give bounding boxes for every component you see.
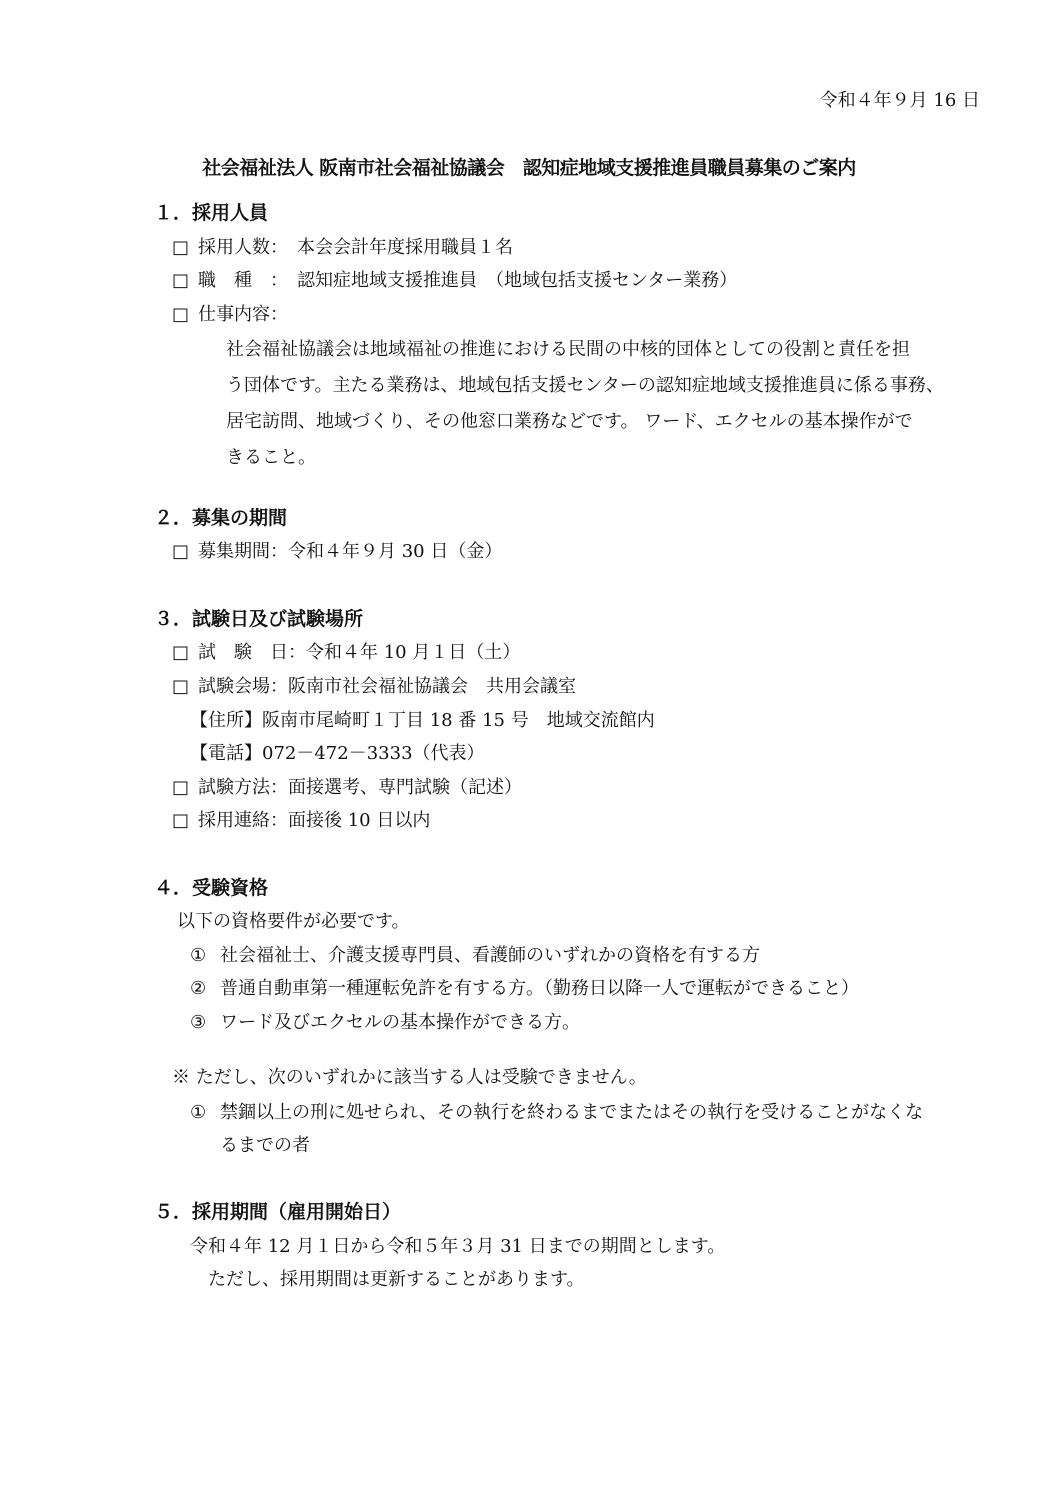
requirement-number: ② xyxy=(190,978,207,999)
s1-item-job-type-text: 職 種 ： 認知症地域支援推進員 （地域包括支援センター業務） xyxy=(198,270,738,291)
checkbox-icon: □ xyxy=(172,270,190,291)
job-description-line: う団体です。主たる業務は、地域包括支援センターの認知症地域支援推進員に係る事務、 xyxy=(226,375,944,396)
s1-item-job-content-text: 仕事内容： xyxy=(198,304,288,325)
checkbox-icon: □ xyxy=(172,777,190,798)
section-5-heading: ５．採用期間（雇用開始日） xyxy=(154,1201,402,1223)
checkbox-icon: □ xyxy=(172,676,190,697)
s3-item-exam-method xyxy=(172,776,522,800)
job-description-line: 居宅訪問、地域づくり、その他窓口業務などです。 ワード、エクセルの基本操作がで xyxy=(226,411,913,432)
requirement-item xyxy=(190,944,760,968)
disqualification-text: 禁錮以上の刑に処せられ、その執行を終わるまでまたはその執行を受けることがなくな xyxy=(220,1102,924,1123)
s3-item-notification-text: 採用連絡：面接後 10 日以内 xyxy=(198,810,431,831)
s3-item-notification xyxy=(172,809,430,833)
requirement-text: 普通自動車第一種運転免許を有する方。（勤務日以降一人で運転ができること） xyxy=(220,978,859,999)
s2-item-period-text: 募集期間：令和４年９月 30 日（金） xyxy=(198,541,503,562)
s1-item-job-type xyxy=(172,269,737,293)
venue-phone: 【電話】072－472－3333（代表） xyxy=(190,743,485,764)
disqualification-note: ※ ただし、次のいずれかに該当する人は受験できません。 xyxy=(172,1067,647,1088)
s3-item-exam-date-text: 試 験 日：令和４年 10 月１日（土） xyxy=(198,642,521,663)
section-1-heading: １．採用人員 xyxy=(154,202,269,224)
checkbox-icon: □ xyxy=(172,304,190,325)
venue-address: 【住所】阪南市尾崎町１丁目 18 番 15 号 地域交流館内 xyxy=(190,710,655,731)
requirement-text: ワード及びエクセルの基本操作ができる方。 xyxy=(220,1012,580,1033)
checkbox-icon: □ xyxy=(172,541,190,562)
requirement-item xyxy=(190,1011,580,1035)
s3-item-exam-venue-text: 試験会場：阪南市社会福祉協議会 共用会議室 xyxy=(198,676,576,697)
s1-item-job-content xyxy=(172,303,288,327)
requirement-item xyxy=(190,977,859,1001)
section-3-heading: ３．試験日及び試験場所 xyxy=(154,608,364,630)
document-title: 社会福祉法人 阪南市社会福祉協議会 認知症地域支援推進員職員募集のご案内 xyxy=(202,157,856,179)
document-date: 令和４年９月 16 日 xyxy=(819,90,980,111)
section-4-heading: ４．受験資格 xyxy=(154,877,269,899)
s3-item-exam-date xyxy=(172,641,520,665)
checkbox-icon: □ xyxy=(172,237,190,258)
checkbox-icon: □ xyxy=(172,642,190,663)
disqualification-item xyxy=(190,1101,923,1125)
s1-item-headcount-text: 採用人数： 本会会計年度採用職員１名 xyxy=(198,237,513,258)
qualification-intro: 以下の資格要件が必要です。 xyxy=(177,911,410,932)
disqualification-text-continued: るまでの者 xyxy=(220,1135,310,1156)
s2-item-period xyxy=(172,540,502,564)
disqualification-number: ① xyxy=(190,1102,207,1123)
s3-item-exam-method-text: 試験方法：面接選考、専門試験（記述） xyxy=(198,777,522,798)
requirement-number: ③ xyxy=(190,1012,207,1033)
employment-renewal-note: ただし、採用期間は更新することがあります。 xyxy=(208,1269,585,1290)
section-2-heading: ２．募集の期間 xyxy=(154,507,288,529)
s3-item-exam-venue xyxy=(172,675,576,699)
employment-period: 令和４年 12 月１日から令和５年３月 31 日までの期間とします。 xyxy=(190,1236,726,1257)
requirement-number: ① xyxy=(190,945,207,966)
s1-item-headcount xyxy=(172,236,513,260)
checkbox-icon: □ xyxy=(172,810,190,831)
job-description xyxy=(226,332,986,476)
requirement-text: 社会福祉士、介護支援専門員、看護師のいずれかの資格を有する方 xyxy=(220,945,760,966)
job-description-line: きること。 xyxy=(226,447,316,468)
job-description-line: 社会福祉協議会は地域福祉の推進における民間の中核的団体としての役割と責任を担 xyxy=(226,339,910,360)
